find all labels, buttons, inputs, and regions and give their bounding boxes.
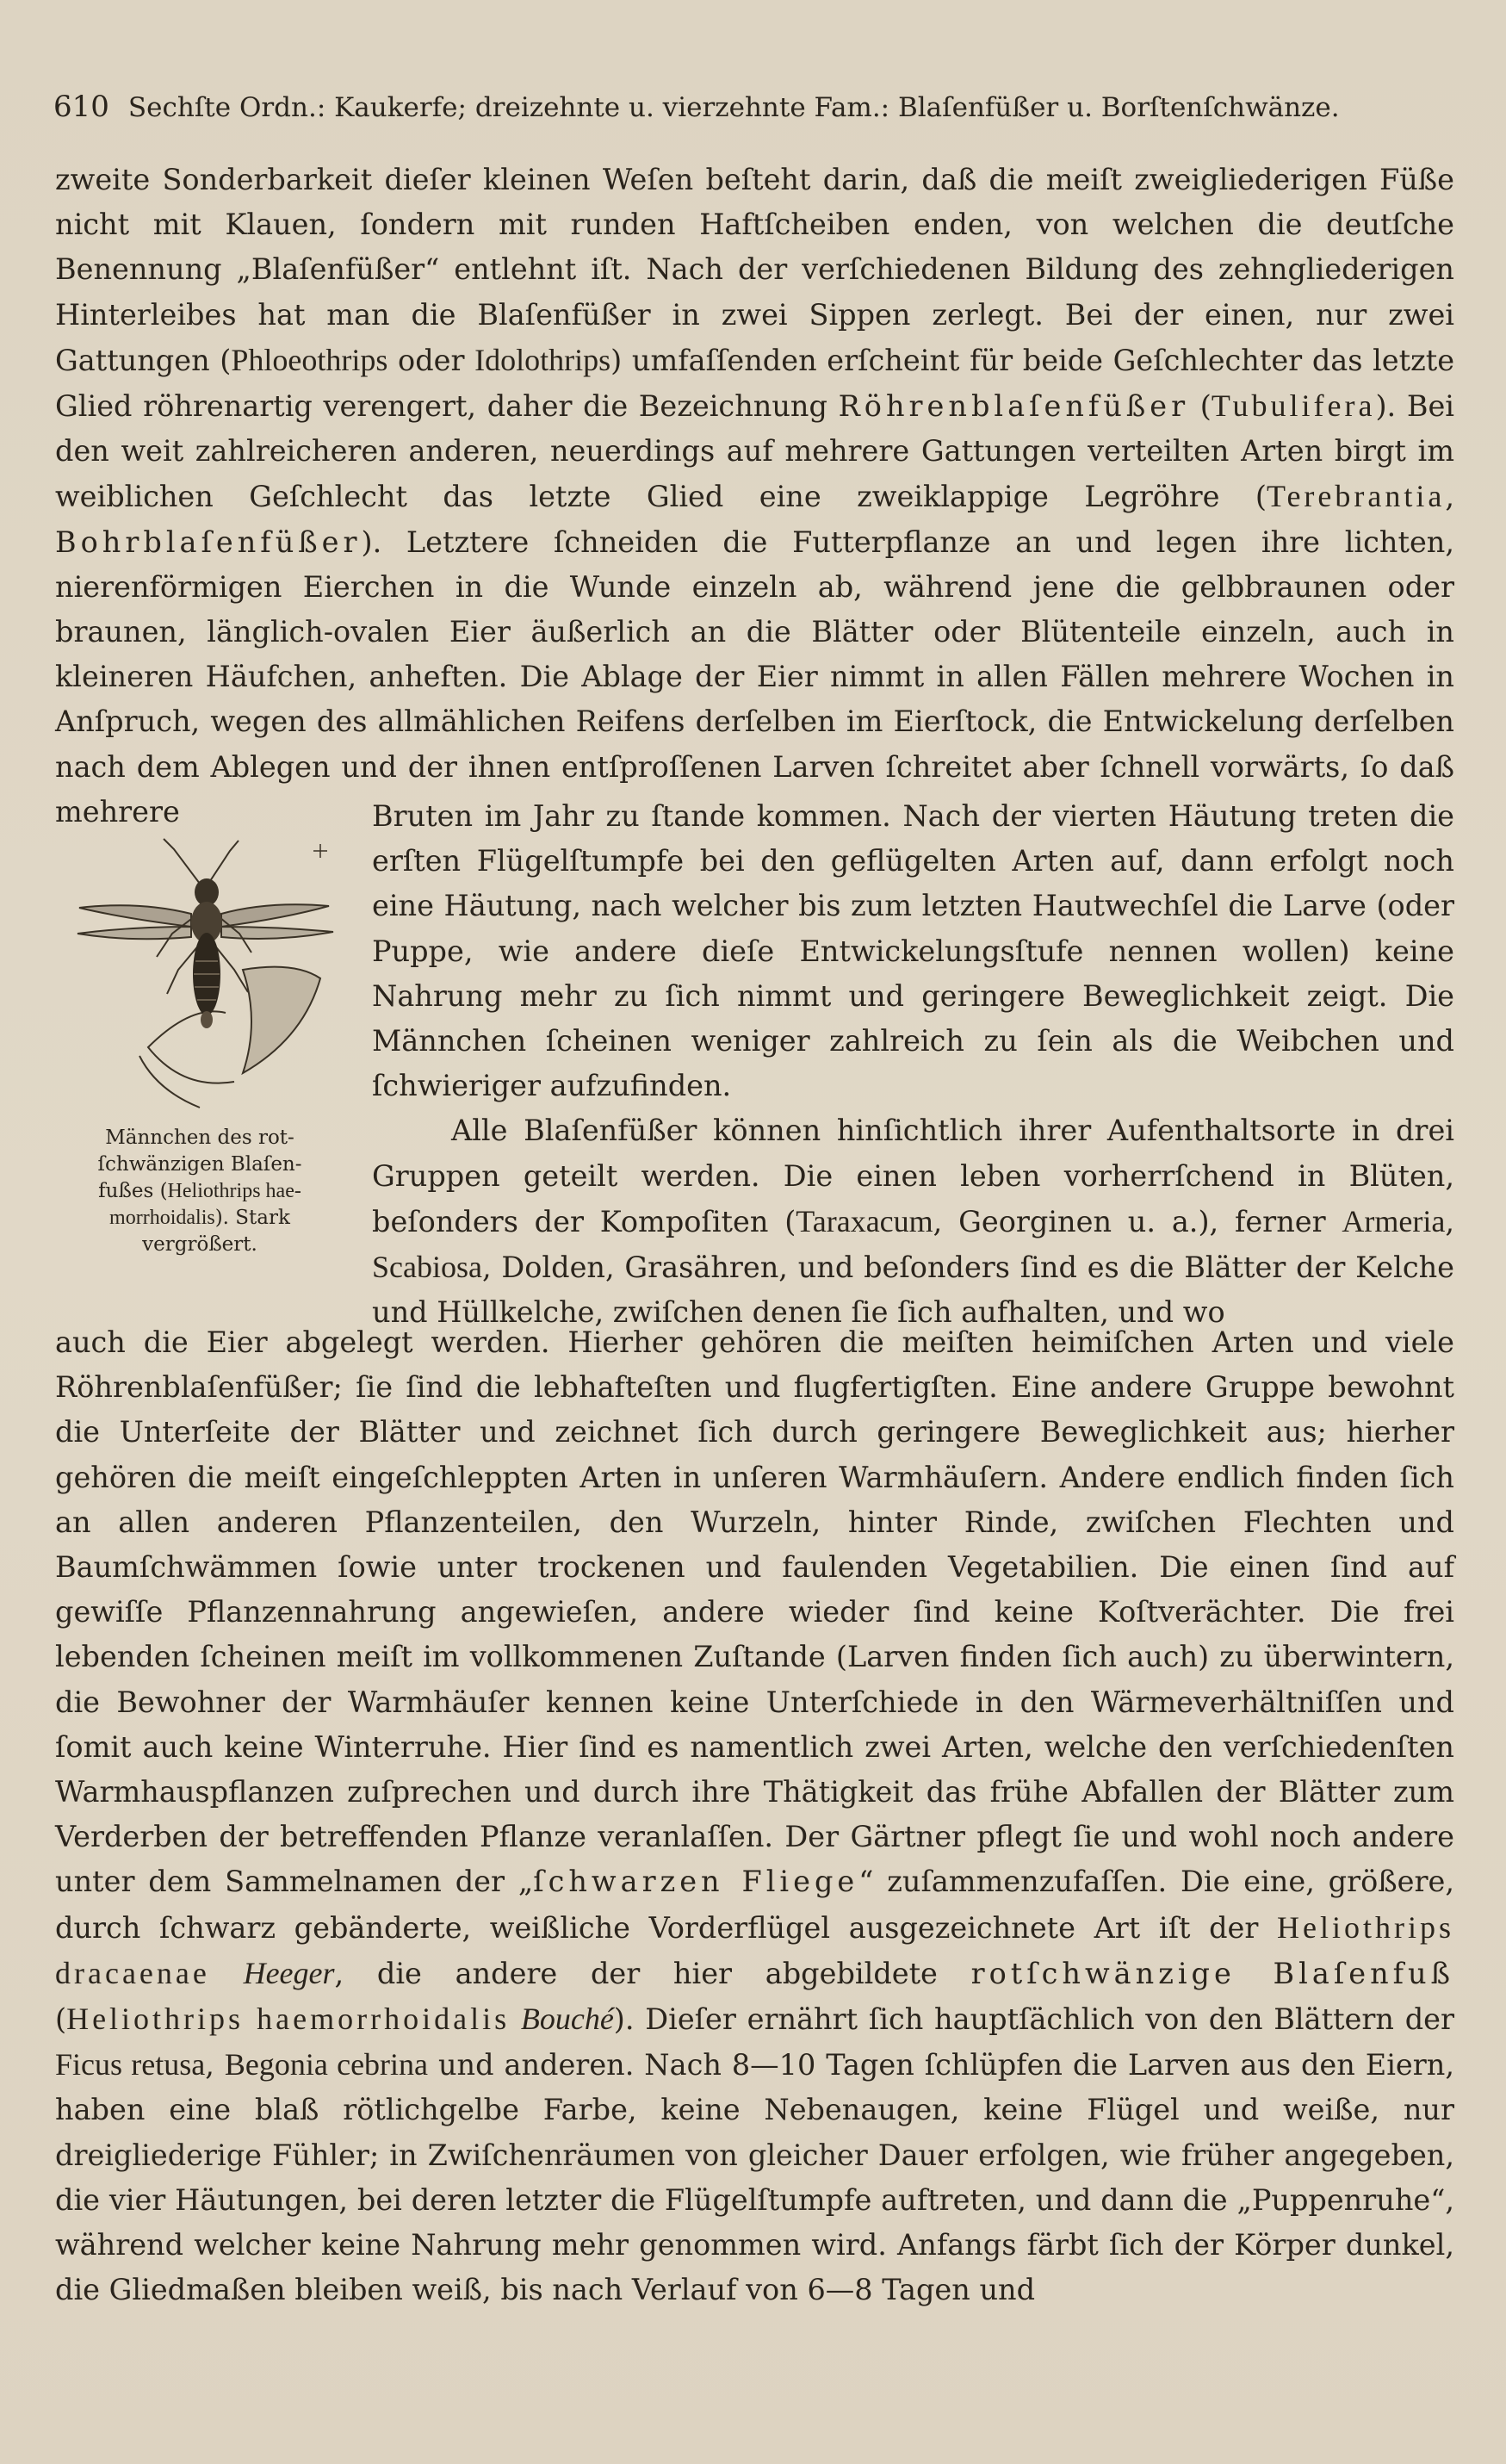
- text-run: ) umfaſſenden erſcheint für beide Geſchlechter das letzte Glied röhrenartig verengert, daher die Bezeichnung: [55, 343, 1455, 424]
- emphasized-term: Röhrenblaſenfüßer: [838, 389, 1190, 424]
- text-run: ). Dieſer ernährt ſich hauptſächlich von den Blättern der: [613, 2002, 1454, 2037]
- figure-caption: [53, 1125, 346, 1258]
- text-run: ,: [1445, 480, 1454, 514]
- text-run: , Dolden, Grasähren, und beſonders ſind es die Blätter der Kelche und Hüllkelche, zwiſchen denen ſie ſich aufhalten, und wo: [372, 1251, 1454, 1330]
- text-run: oder: [387, 343, 475, 377]
- latin-term: Idolothrips: [474, 342, 611, 377]
- text-run: [510, 2002, 521, 2036]
- thrips-illustration: [71, 832, 346, 1116]
- right-column-text: [372, 794, 1454, 1335]
- caption-text: fußes (: [98, 1180, 168, 1202]
- text-run: auch die Eier abgelegt werden. Hierher gehören die meiſten heimiſchen Arten und viele Röhrenblaſenfüßer; ſie ſind die lebhafteſten und flugfertigſten. Eine andere Gruppe bewohnt die Unterſeite der Blätter und zeichnet ſich durch geringere Beweglichkeit aus; hierher gehören die meiſt eingeſchleppten Arten in unſeren Warmhäuſern. Andere endlich finden ſich an allen anderen Pflanzenteilen, den Wurzeln, hinter Rinde, zwiſchen Flechten und Baumſchwämmen ſowie unter trockenen und faulenden Vegetabilien. Die einen ſind auf gewiſſe Pflanzennahrung angewieſen, andere wieder ſind keine Koſtverächter. Die frei lebenden ſcheinen meiſt im vollkommenen Zuſtande (Larven finden ſich auch) zu überwintern, die Bewohner der Warmhäuſer kennen keine Unterſchiede in den Wärmeverhältniſſen und ſomit auch keine Winterruhe. Hier ſind es namentlich zwei Arten, welche den verſchiedenſten Warmhauspflanzen zuſprechen und durch ihre Thätigkeit das frühe Abfallen der Blätter zum Verderben der betreffenden Pflanze veranlaſſen. Der Gärtner pflegt ſie und wohl noch andere unter dem Sammelnamen der „: [55, 1325, 1454, 1899]
- latin-term: Armeria: [1342, 1203, 1446, 1238]
- running-title: Sechſte Ordn.: Kaukerfe; dreizehnte u. vierzehnte Fam.: Blaſenfüßer u. Borſtenſchwänze.: [127, 92, 1340, 123]
- emphasized-term: ſchwarzen Fliege: [533, 1865, 859, 1899]
- text-run: [210, 1957, 244, 1990]
- caption-latin: Heliothrips hae-: [167, 1180, 301, 1202]
- text-run: ). Bei den weit zahlreicheren anderen, neuerdings auf mehrere Gattungen verteilten Arten birgt im weiblichen Geſchlecht das letzte Glied eine zweiklappige Legröhre (: [55, 389, 1454, 514]
- page-number: 610: [53, 90, 109, 124]
- latin-term: Tubulifera: [1211, 388, 1376, 424]
- text-run: , Georginen u. a.), ferner: [933, 1204, 1342, 1238]
- text-run: , die andere der hier abgebildete: [334, 1956, 971, 1990]
- text-run: (: [55, 2002, 67, 2037]
- running-header: [53, 86, 1453, 127]
- emphasized-term: rotſchwänzige Blaſenfuß: [970, 1956, 1454, 1990]
- text-run: und anderen. Nach 8—10 Tagen ſchlüpfen die Larven aus den Eiern, haben eine blaß rötlichgelbe Farbe, keine Nebenaugen, keine Flügel und weiße, nur dreigliederige Fühler; in Zwiſchenräumen von gleicher Dauer erfolgen, wie früher angegeben, die vier Häutungen, bei deren letzter die Flügelſtumpfe auftreten, und dann die „Puppenruhe“, während welcher keine Nahrung mehr genommen wird. Anfangs färbt ſich der Körper dunkel, die Gliedmaßen bleiben weiß, bis nach Verlauf von 6—8 Tagen und: [55, 2048, 1454, 2307]
- text-run: (: [1189, 389, 1212, 424]
- latin-term: Taraxacum: [796, 1203, 933, 1238]
- latin-term: Begonia cebrina: [224, 2047, 429, 2082]
- text-run: “ zuſammenzufaſſen. Die eine, größere, durch ſchwarz gebänderte, weißliche Vorderflügel ausgezeichnete Art iſt der: [55, 1865, 1454, 1945]
- paragraph-2-continued: [55, 1320, 1454, 2312]
- text-run: zweite Sonderbarkeit dieſer kleinen Weſen beſteht darin, daß die meiſt zweigliederigen Füße nicht mit Klauen, ſondern mit runden Haftſcheiben enden, von welchen die deutſche Benennung „Blaſenfüßer“ entlehnt iſt. Nach der verſchiedenen Bildung des zehngliederigen Hinterleibes hat man die Blaſenfüßer in zwei Sippen zerlegt. Bei der einen, nur zwei Gattungen (: [55, 163, 1454, 377]
- caption-line: Männchen des rot-: [105, 1126, 294, 1149]
- latin-term: Scabiosa: [372, 1250, 482, 1285]
- latin-term: Terebrantia: [1266, 479, 1446, 514]
- latin-term: Phloeothrips: [231, 342, 388, 377]
- text-run: Alle Blaſenfüßer können hinſichtlich ihrer Aufenthaltsorte in drei Gruppen geteilt werden. Die einen leben vorherrſchend in Blüten, beſonders der Kompoſiten (: [372, 1114, 1454, 1238]
- latin-term: Ficus retusa: [55, 2047, 206, 2082]
- caption-latin: morrhoidalis: [109, 1207, 215, 1229]
- caption-text: ). Stark: [214, 1207, 290, 1229]
- paragraph-1-continued: Bruten im Jahr zu ſtande kommen. Nach der vierten Häutung treten die erſten Flügelſtumpfe bei den geflügelten Arten auf, dann erfolgt noch eine Häutung, nach welcher bis zum letzten Hautwechſel die Larve (oder Puppe, wie andere dieſe Entwickelungsſtufe nennen wollen) keine Nahrung mehr zu ſich nimmt und geringere Beweglichkeit zeigt. Die Männchen ſcheinen weniger zahlreich zu ſein als die Weibchen und ſchwieriger aufzufinden.: [372, 799, 1454, 1103]
- text-run: ). Letztere ſchneiden die Futterpflanze an und legen ihre lichten, nierenförmigen Eierchen in die Wunde einzeln ab, während jene die gelbbraunen oder braunen, länglich-ovalen Eier äußerlich an die Blätter oder Blütenteile einzeln, auch in kleineren Häufchen, anheften. Die Ablage der Eier nimmt in allen Fällen mehrere Wochen in Anſpruch, wegen des allmählichen Reifens derſelben im Eierſtock, die Entwickelung derſelben nach dem Ablegen und der ihnen entſproſſenen Larven ſchreitet aber ſchnell vorwärts, ſo daß mehrere: [55, 524, 1454, 829]
- latin-term: Heliothrips dracaenae: [55, 1909, 1454, 1990]
- author-name: Bouché: [520, 2002, 614, 2037]
- caption-line: vergrößert.: [142, 1233, 257, 1256]
- author-name: Heeger: [243, 1955, 335, 1990]
- emphasized-term: Bohrblaſenfüßer: [55, 524, 362, 559]
- text-run: ,: [1445, 1204, 1454, 1238]
- text-run: ,: [205, 2048, 225, 2082]
- latin-term: Heliothrips haemorrhoidalis: [66, 2002, 511, 2037]
- paragraph-2-start: [372, 1108, 1454, 1335]
- paragraph-1: [55, 158, 1454, 835]
- caption-line: ſchwänzigen Blaſen-: [97, 1153, 302, 1176]
